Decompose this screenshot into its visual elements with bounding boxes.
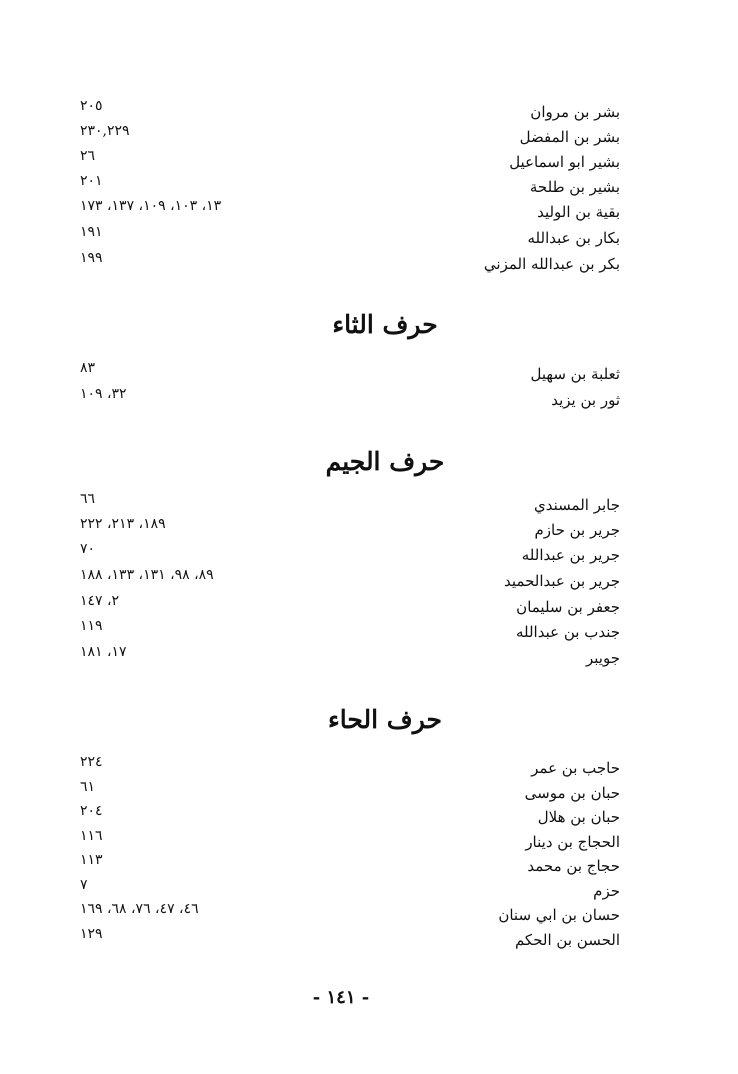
entry-pages: ٢٠٤ (80, 803, 103, 819)
section-heading (0, 308, 738, 342)
entry-pages: ١٩٩ (80, 250, 103, 266)
entry-pages: ٢٢٤ (80, 754, 103, 770)
section-heading-text: حرف الجيم (325, 447, 445, 476)
entry-name: بشر بن المفضل (519, 128, 620, 146)
entry-name: بكر بن عبدالله المزني (483, 255, 620, 273)
entry-pages: ٢، ١٤٧ (80, 593, 120, 609)
page-number-text: - ١٤١ - (312, 987, 370, 1008)
index-entry (0, 646, 738, 670)
entry-name: حجاج بن محمد (527, 857, 620, 875)
index-entry (0, 388, 738, 412)
entry-name: جرير بن عبدالله (521, 546, 620, 564)
entry-name: بشر بن مروان (530, 103, 620, 121)
entry-pages: ٦١ (80, 779, 96, 795)
entry-pages: ٣٢، ١٠٩ (80, 386, 127, 402)
entry-name: بقية بن الوليد (537, 203, 620, 221)
entry-pages: ٦٦ (80, 491, 96, 507)
section-heading (0, 445, 738, 479)
section-heading-text: حرف الثاء (332, 310, 438, 339)
entry-pages: ٢٣٠,٢٢٩ (80, 123, 130, 139)
page-number (0, 985, 738, 1011)
entry-name: جابر المسندي (534, 496, 620, 514)
entry-pages: ١٨٩، ٢١٣، ٢٢٢ (80, 516, 166, 532)
entry-pages: ٧ (80, 877, 88, 893)
section-heading-text: حرف الحاء (328, 705, 442, 734)
entry-name: جعفر بن سليمان (516, 598, 620, 616)
entry-name: الحسن بن الحكم (514, 931, 620, 949)
entry-pages: ٢٠٥ (80, 98, 103, 114)
section-heading (0, 703, 738, 737)
entry-name: حسان بن ابي سنان (498, 906, 620, 924)
index-entry (0, 928, 738, 952)
entry-name: حبان بن موسى (524, 784, 620, 802)
entry-name: ثور بن يزيد (551, 391, 620, 409)
entry-pages: ٨٣ (80, 360, 96, 376)
entry-name: بكار بن عبدالله (527, 229, 620, 247)
entry-pages: ١٩١ (80, 224, 103, 240)
entry-name: حبان بن هلال (537, 808, 620, 826)
entry-name: بشير ابو اسماعيل (509, 153, 620, 171)
entry-name: حزم (593, 882, 620, 900)
index-entry (0, 252, 738, 276)
entry-name: الحجاج بن دينار (525, 833, 620, 851)
entry-pages: ١١٦ (80, 828, 103, 844)
entry-name: ثعلبة بن سهيل (530, 365, 620, 383)
entry-pages: ٤٦، ٤٧، ٧٦، ٦٨، ١٦٩ (80, 901, 199, 917)
entry-pages: ٨٩، ٩٨، ١٣١، ١٣٣، ١٨٨ (80, 567, 214, 583)
entry-name: جندب بن عبدالله (515, 623, 620, 641)
entry-pages: ١١٣ (80, 852, 103, 868)
entry-pages: ٢٠١ (80, 173, 103, 189)
entry-pages: ١٣، ١٠٣، ١٠٩، ١٣٧، ١٧٣ (80, 198, 222, 214)
entry-pages: ٢٦ (80, 148, 96, 164)
entry-name: جويبر (586, 649, 620, 667)
entry-name: جرير بن عبدالحميد (504, 572, 620, 590)
entry-name: حاجب بن عمر (531, 759, 620, 777)
entry-name: بشير بن طلحة (529, 178, 620, 196)
entry-pages: ١٢٩ (80, 926, 103, 942)
entry-pages: ١١٩ (80, 618, 103, 634)
entry-name: جرير بن حازم (534, 521, 620, 539)
entry-pages: ١٧، ١٨١ (80, 644, 127, 660)
entry-pages: ٧٠ (80, 541, 96, 557)
